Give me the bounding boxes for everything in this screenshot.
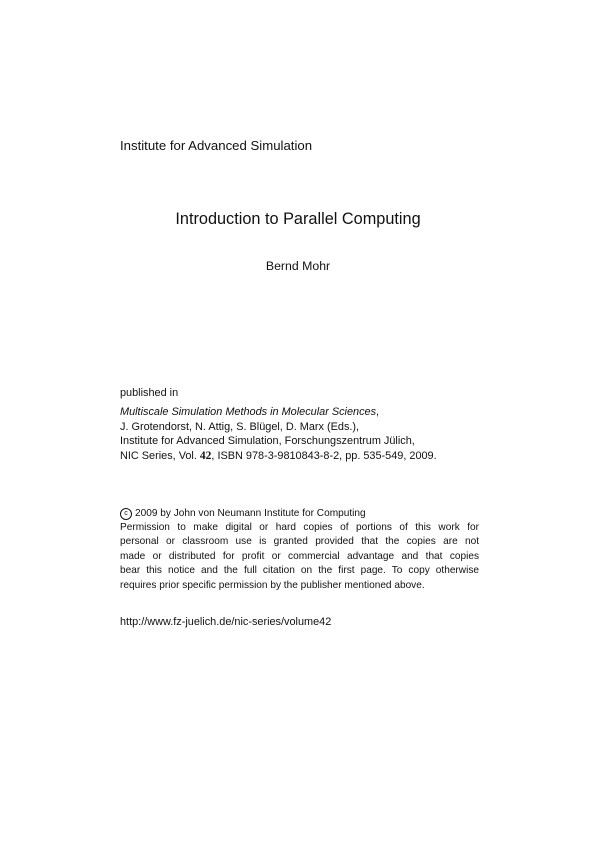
permission-line: Permission to make digital or hard copies of portions of this work for	[120, 522, 479, 533]
copyright-line	[120, 507, 479, 521]
book-title: Multiscale Simulation Methods in Molecular Sciences	[120, 406, 377, 418]
permission-line: personal or classroom use is granted provided that the copies are not	[120, 536, 479, 548]
paper-author: Bernd Mohr	[265, 259, 331, 273]
permission-line: made or distributed for profit or commercial advantage and that copies	[120, 550, 479, 562]
book-title-line	[120, 406, 379, 418]
copyright-text: 2009 by John von Neumann Institute for Computing	[135, 508, 366, 519]
permission-line: requires prior specific permission by the publisher mentioned above.	[120, 579, 425, 591]
series-prefix: NIC Series, Vol.	[120, 450, 200, 462]
book-publisher: Institute for Advanced Simulation, Forschungszentrum Jülich,	[120, 435, 415, 447]
published-in-label: published in	[120, 387, 179, 399]
institute-name: Institute for Advanced Simulation	[120, 138, 313, 153]
volume-url[interactable]: http://www.fz-juelich.de/nic-series/volume42	[120, 616, 332, 628]
book-editors: J. Grotendorst, N. Attig, S. Blügel, D. Marx (Eds.),	[120, 421, 360, 433]
copyright-notice	[120, 507, 479, 593]
permission-line: bear this notice and the full citation on the first page. To copy otherwise	[120, 565, 479, 577]
book-title-suffix: ,	[376, 406, 380, 418]
series-suffix: , ISBN 978-3-9810843-8-2, pp. 535-549, 2009.	[211, 450, 437, 462]
paper-title: Introduction to Parallel Computing	[175, 210, 421, 228]
volume-number: 42	[199, 450, 212, 462]
book-series-line	[120, 450, 437, 462]
copyright-symbol: c	[120, 508, 132, 520]
